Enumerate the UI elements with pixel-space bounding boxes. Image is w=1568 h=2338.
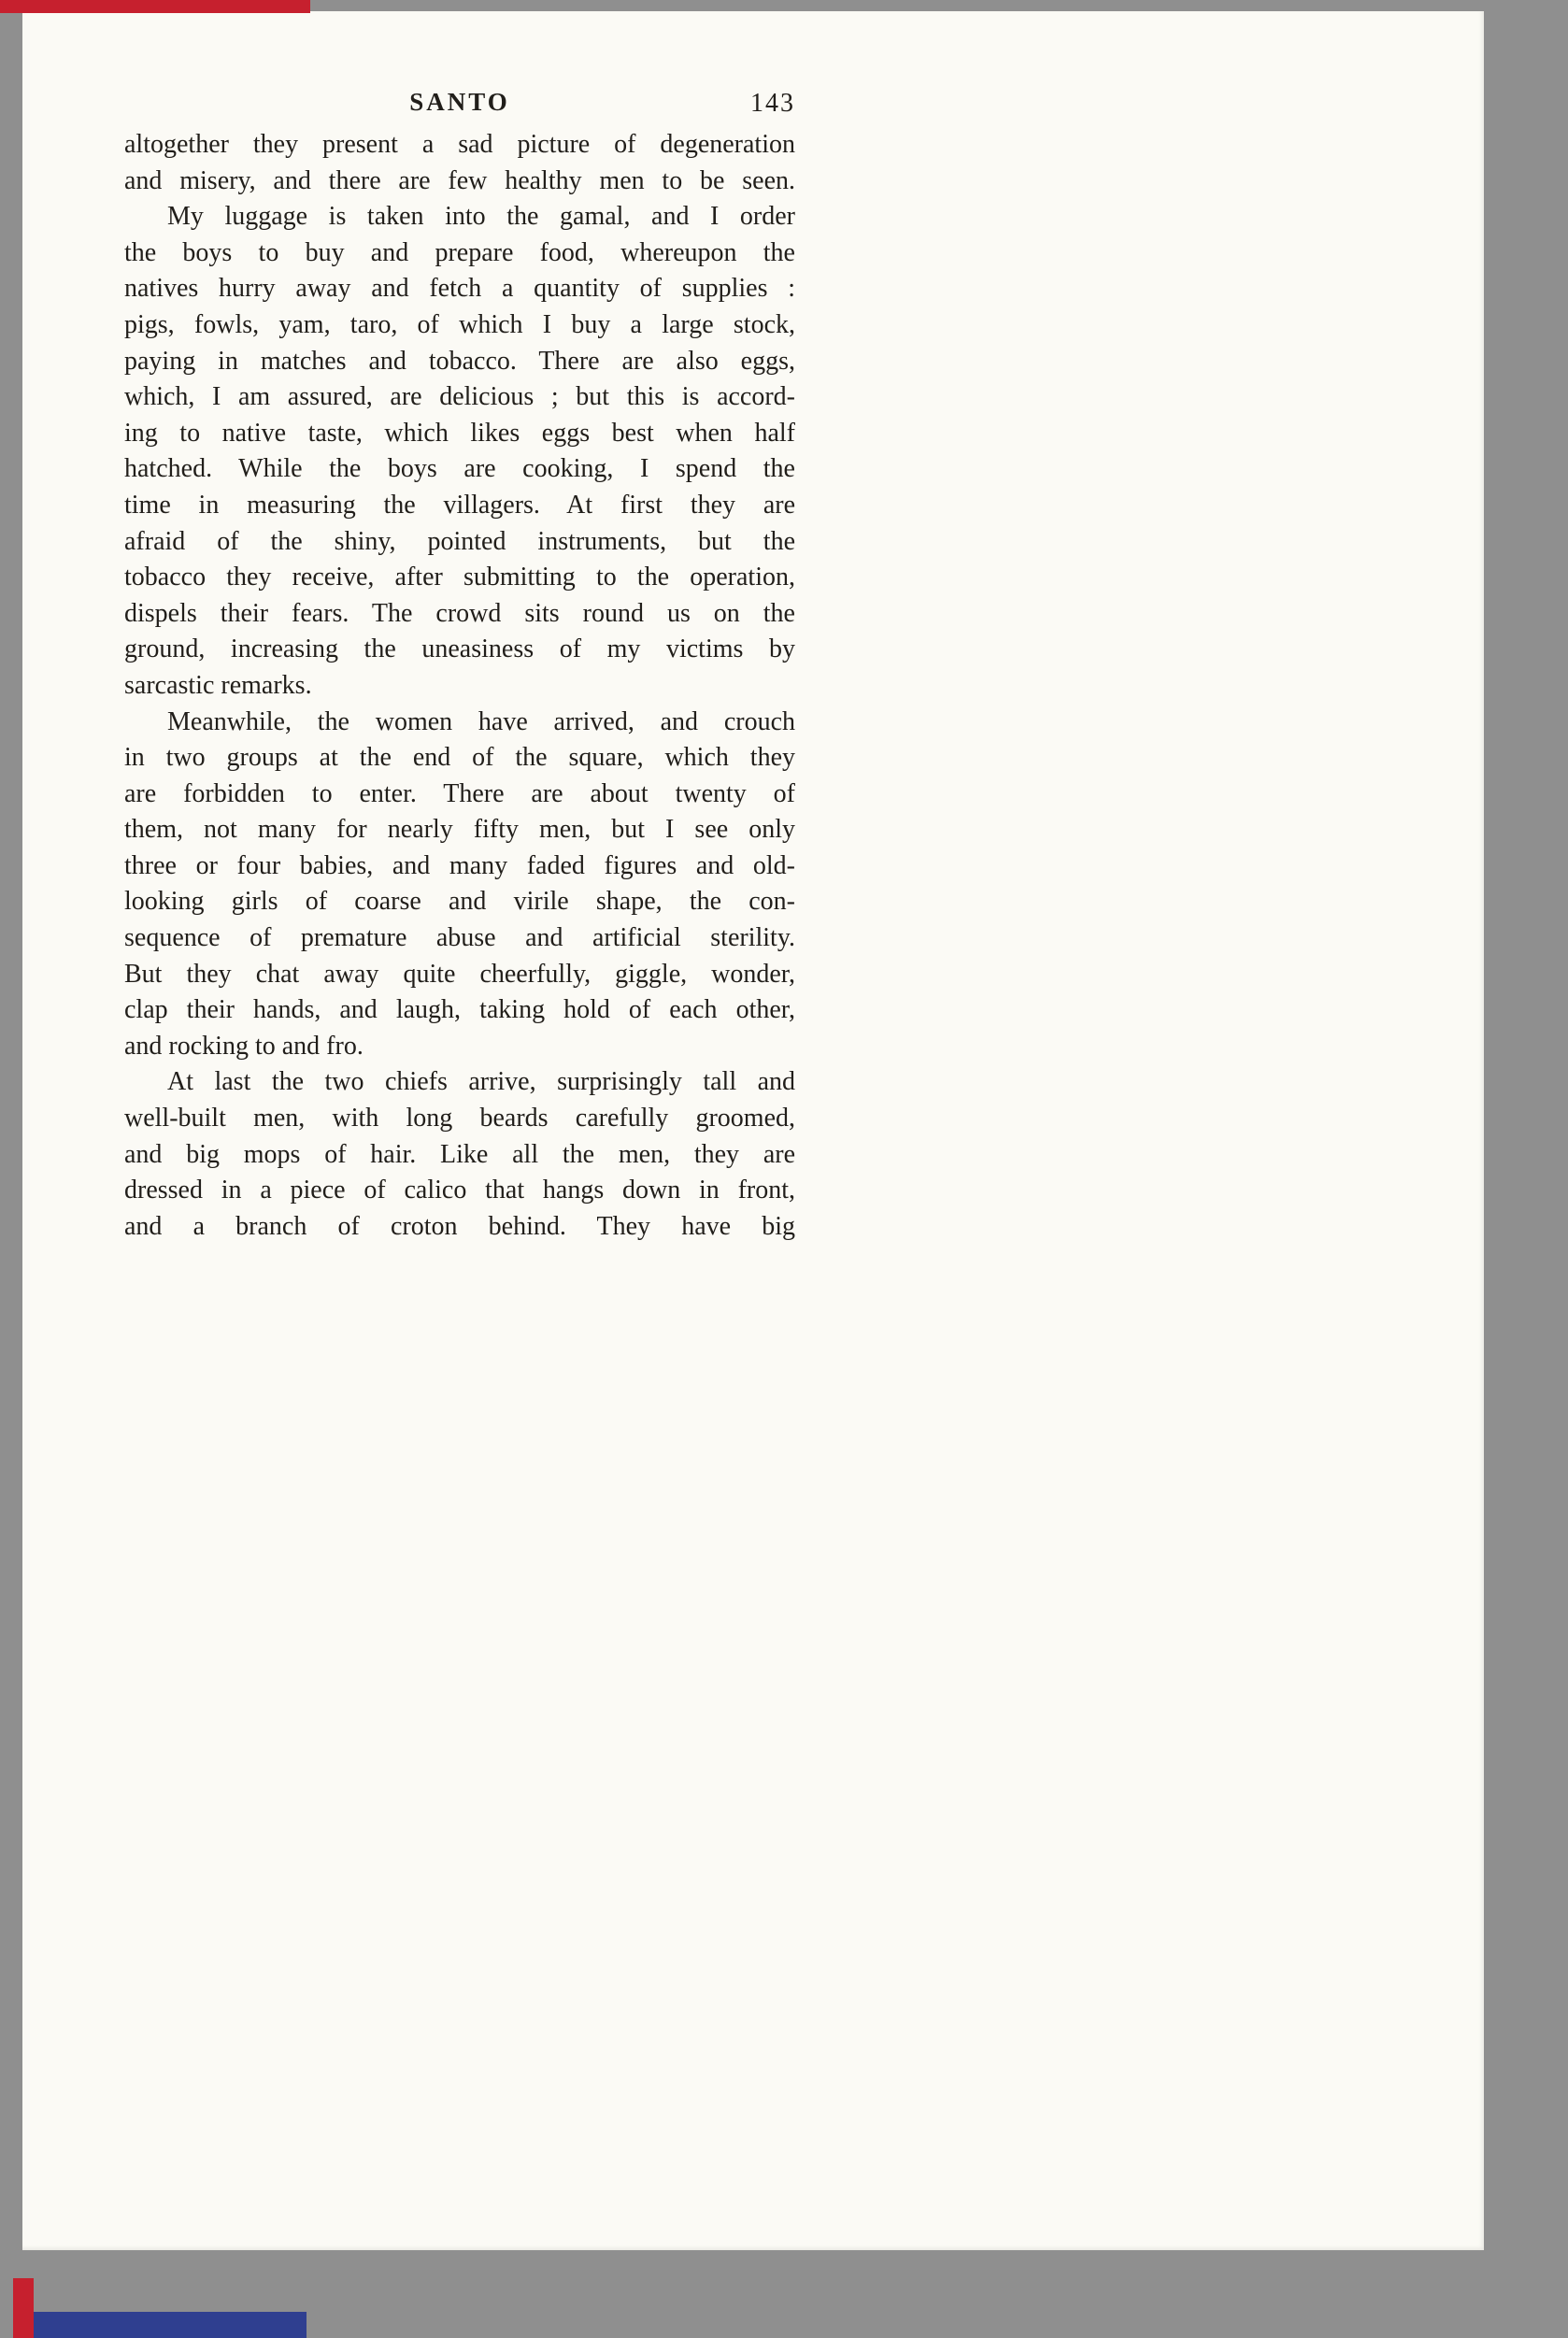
text-line: sequence of premature abuse and artificial sterility. [124,923,795,953]
text-line: ing to native taste, which likes eggs best when half [124,418,795,448]
text-line: altogether they present a sad picture of degeneration [124,130,795,159]
paragraph [124,1064,795,1245]
text-line: sarcastic remarks. [124,670,312,700]
text-line: clap their hands, and laugh, taking hold of each other, [124,995,795,1025]
scan-color-bar-red-bottom [13,2278,34,2338]
text-line: and rocking to and fro. [124,1031,363,1061]
text-line: and big mops of hair. Like all the men, they are [124,1139,795,1169]
text-line: ground, increasing the uneasiness of my victims by [124,634,795,664]
paragraph [124,705,795,1065]
scan-color-bar-red-top [0,0,310,13]
text-line: pigs, fowls, yam, taro, of which I buy a large stock, [124,309,795,339]
text-line: the boys to buy and prepare food, whereupon the [124,237,795,267]
paragraph [124,127,795,199]
text-line: well-built men, with long beards carefully groomed, [124,1104,795,1133]
text-line: dispels their fears. The crowd sits round us on the [124,598,795,628]
text-line: and misery, and there are few healthy men to be seen. [124,165,795,195]
paragraph [124,199,795,704]
text-line: hatched. While the boys are cooking, I spend the [124,454,795,484]
text-line: But they chat away quite cheerfully, giggle, wonder, [124,959,795,989]
text-line: natives hurry away and fetch a quantity of supplies : [124,274,795,304]
text-line: paying in matches and tobacco. There are also eggs, [124,346,795,376]
text-line: time in measuring the villagers. At first they are [124,490,795,520]
text-line: At last the two chiefs arrive, surprisingly tall and [167,1067,795,1097]
text-line: are forbidden to enter. There are about twenty of [124,778,795,808]
text-line: looking girls of coarse and virile shape, the con- [124,887,795,917]
text-line: Meanwhile, the women have arrived, and crouch [167,706,795,736]
text-line: My luggage is taken into the gamal, and I order [167,202,795,232]
text-line: which, I am assured, are delicious ; but this is accord- [124,382,795,412]
page-header [124,88,795,127]
text-line: in two groups at the end of the square, which they [124,743,795,773]
text-line: and a branch of croton behind. They have big [124,1211,795,1241]
text-line: them, not many for nearly fifty men, but I see only [124,815,795,845]
text-line: three or four babies, and many faded figures and old- [124,850,795,880]
text-line: afraid of the shiny, pointed instruments, but the [124,526,795,556]
body-text [124,127,795,1245]
scan-color-bar-blue-bottom [34,2312,306,2338]
text-line: dressed in a piece of calico that hangs down in front, [124,1176,795,1205]
text-line: tobacco they receive, after submitting to the operation, [124,563,795,592]
book-page [22,11,1484,2250]
page-number: 143 [750,89,795,118]
running-title: SANTO [409,88,510,116]
